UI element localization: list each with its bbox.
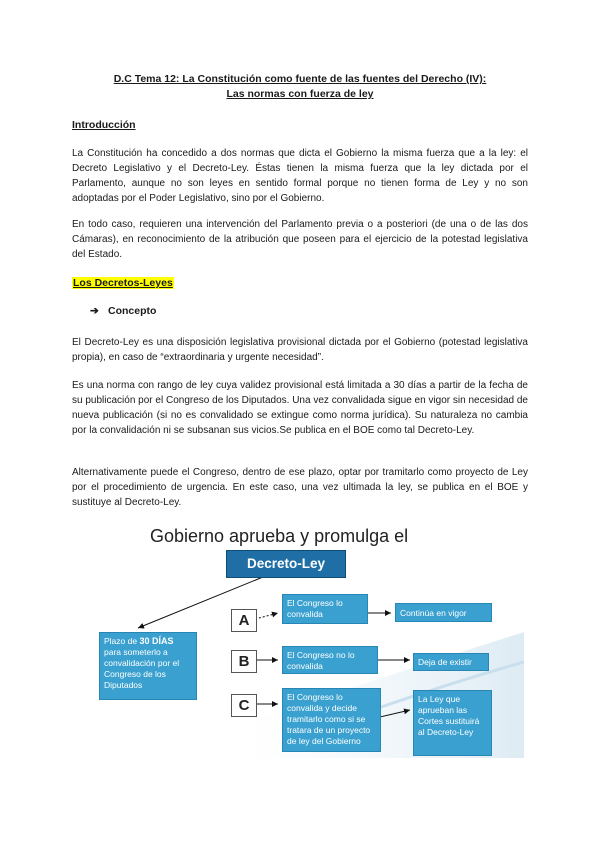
concept-paragraph-3: Alternativamente puede el Congreso, dentro de ese plazo, optar por tramitarlo como proyecto de Ley por el procedimiento de urgencia. En este caso, una vez ultimada la ley, se publica en el BOE y sustituye al Decreto-Ley. <box>72 467 528 508</box>
plazo-text-pre: Plazo de <box>104 636 140 646</box>
option-b-box: El Congreso no lo convalida <box>282 646 378 674</box>
intro-heading: Introducción <box>72 119 136 131</box>
section-heading-decretos-leyes: Los Decretos-Leyes <box>73 277 173 289</box>
document-title-line-2: Las normas con fuerza de ley <box>226 88 374 100</box>
bullet-concepto <box>90 305 156 317</box>
plazo-box <box>99 632 197 700</box>
option-a-box: El Congreso lo convalida <box>282 594 368 624</box>
concept-paragraph-2: Es una norma con rango de ley cuya validez provisional está limitada a 30 días a partir de la fecha de su publicación por el Congreso de los Diputados. Una vez convalidada sigue en vigor sin necesidad de nueva publicación (si no es convalidado se extingue como norma jurídica). Su naturaleza no cambia por la convalidación ni se subsanan sus vicios.Se publica en el BOE como tal Decreto-Ley. <box>72 380 528 436</box>
option-c-box: El Congreso lo convalida y decide tramitarlo como si se tratara de un proyecto de ley del Gobierno <box>282 688 381 752</box>
option-b-label: B <box>231 650 257 673</box>
arrow-right-icon: ➔ <box>90 305 99 317</box>
bullet-label: Concepto <box>108 305 157 317</box>
result-c-box: La Ley que aprueban las Cortes sustituirá al Decreto-Ley <box>413 690 492 756</box>
document-title-line-1: D.C Tema 12: La Constitución como fuente de las fuentes del Derecho (IV): <box>113 73 487 85</box>
plazo-text-post: para someterlo a convalidación por el Congreso de los Diputados <box>104 647 180 690</box>
option-c-label: C <box>231 694 257 717</box>
diagram-title: Gobierno aprueba y promulga el <box>150 526 409 546</box>
result-a-box: Continúa en vigor <box>395 603 492 622</box>
intro-paragraph-1: La Constitución ha concedido a dos normas que dicta el Gobierno la misma fuerza que a la ley: el Decreto Legislativo y el Decreto-Ley. Éstas tienen la misma fuerza que la ley dictada por el Parlamento, aunque no son leyes en sentido formal porque no tienen forma de Ley y no son adoptadas por el Poder Legislativo, sino por el Gobierno. <box>72 148 528 204</box>
plazo-days: 30 DÍAS <box>139 636 174 646</box>
intro-paragraph-2: En todo caso, requieren una intervención del Parlamento previa o a posteriori (de una o de las dos Cámaras), en reconocimiento de la atribución que poseen para el ejercicio de la potestad legislativa del Estado. <box>72 219 528 260</box>
decreto-ley-diagram <box>98 522 524 758</box>
result-b-box: Deja de existir <box>413 653 489 671</box>
option-a-label: A <box>231 609 257 632</box>
decreto-ley-header: Decreto-Ley <box>226 550 346 578</box>
concept-paragraph-1: El Decreto-Ley es una disposición legislativa provisional dictada por el Gobierno (potestad legislativa propia), en caso de “extraordinaria y urgente necesidad”. <box>72 337 528 363</box>
